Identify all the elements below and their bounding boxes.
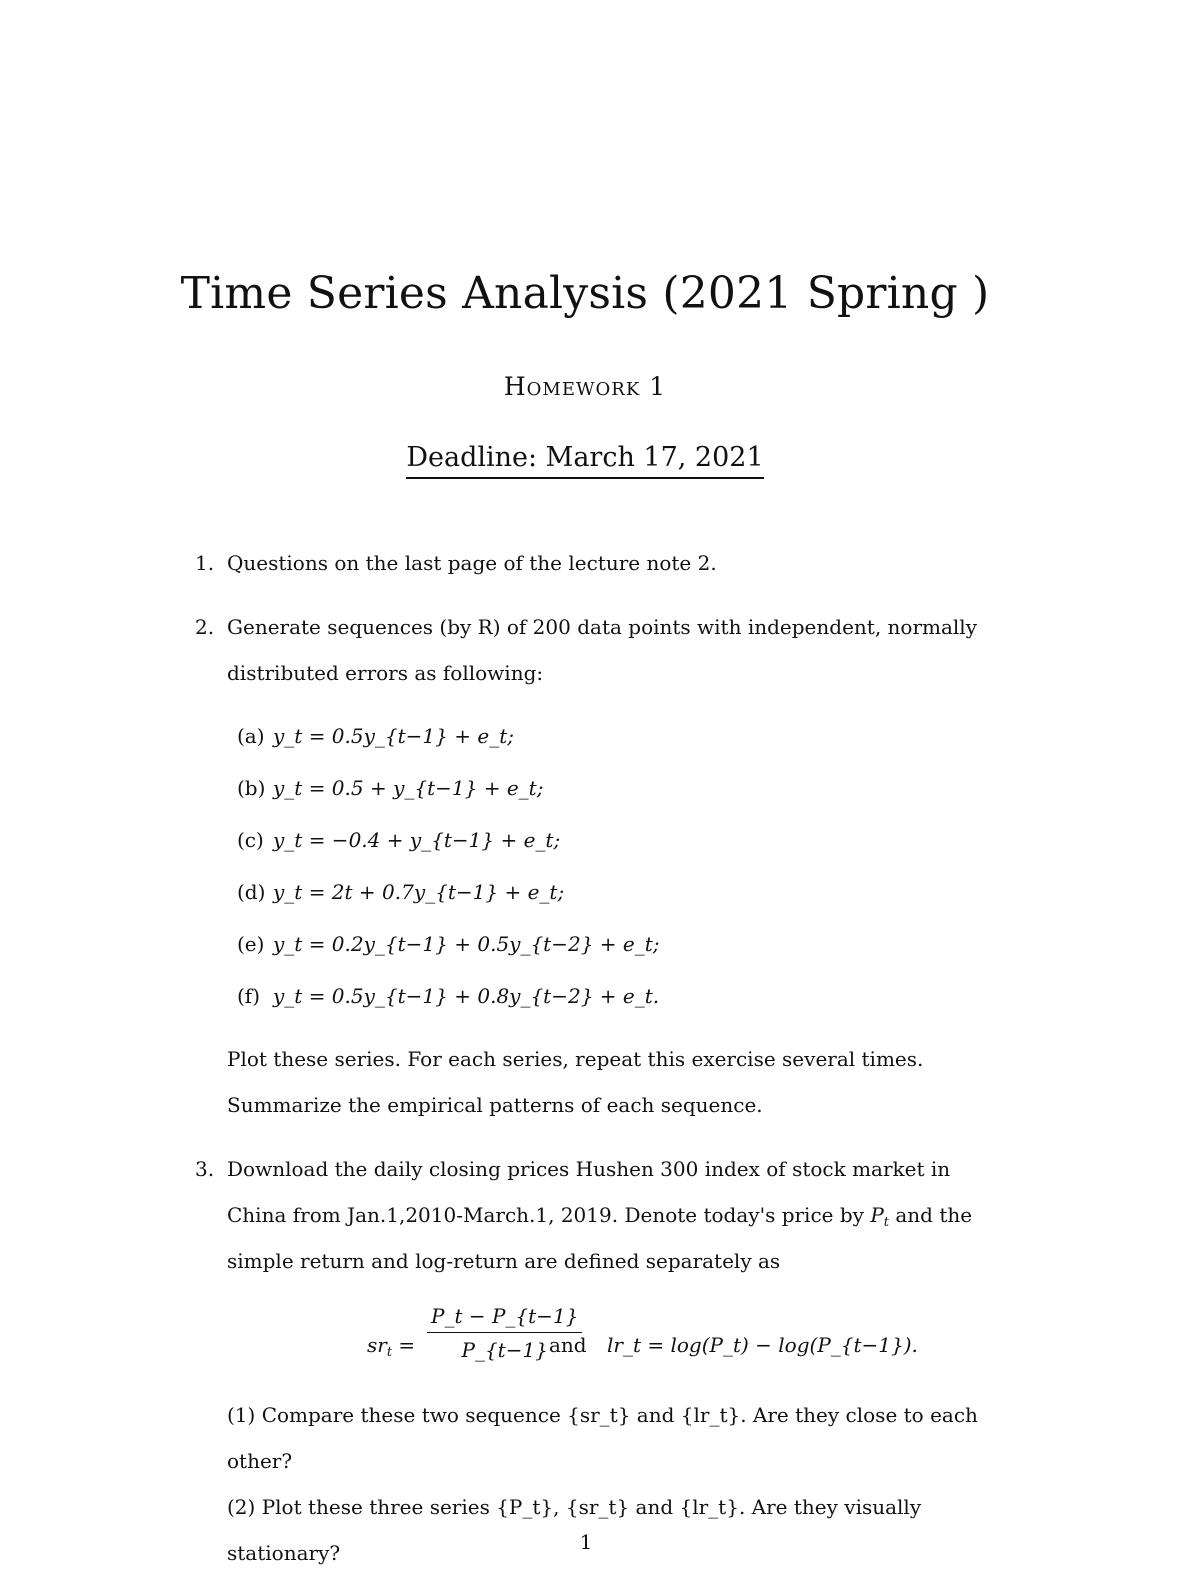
question-text-b: and the simple return and log-return are defined separately as	[227, 1203, 973, 1273]
model-formula: y_t = 0.5y_{t−1} + 0.8y_{t−2} + e_t.	[273, 984, 660, 1008]
model-list	[227, 710, 1005, 1022]
question-list	[195, 540, 1005, 1576]
item-label: (a)	[237, 724, 265, 748]
question-text: Generate sequences (by R) of 200 data points with independent, normally distributed errors as following:	[227, 615, 977, 685]
and-connector: and	[549, 1333, 587, 1357]
question-1	[195, 540, 1005, 586]
fraction-numerator: P_t − P_{t−1}	[427, 1300, 582, 1333]
model-formula: y_t = 0.5y_{t−1} + e_t;	[273, 724, 514, 748]
price-variable: $P_t$	[870, 1203, 890, 1230]
model-formula: y_t = 0.5 + y_{t−1} + e_t;	[273, 776, 544, 800]
simple-return-lhs: $sr_t$ =	[367, 1333, 416, 1360]
question-followup: Plot these series. For each series, repeat this exercise several times. Summarize the empirical patterns of each sequence.	[227, 1047, 924, 1117]
question-2	[195, 604, 1005, 1128]
question-text-a: Download the daily closing prices Hushen 300 index of stock market in China from Jan.1,2010-March.1, 2019. Denote today's price by	[227, 1157, 951, 1227]
model-item-a	[227, 710, 1005, 762]
question-3	[195, 1146, 1005, 1576]
model-item-e	[227, 918, 1005, 970]
item-label: (c)	[237, 828, 264, 852]
homework-subtitle: Homework 1	[503, 372, 667, 401]
model-item-c	[227, 814, 1005, 866]
log-return-definition: lr_t = log(P_t) − log(P_{t−1}).	[607, 1333, 918, 1357]
model-item-b	[227, 762, 1005, 814]
page-title: Time Series Analysis (2021 Spring )	[180, 268, 990, 319]
question-number: 1.	[195, 551, 215, 575]
question-number: 3.	[195, 1157, 215, 1181]
page-number: 1	[579, 1530, 593, 1554]
model-item-d	[227, 866, 1005, 918]
model-formula: y_t = 2t + 0.7y_{t−1} + e_t;	[273, 880, 565, 904]
model-item-f	[227, 970, 1005, 1022]
item-label: (d)	[237, 880, 266, 904]
question-part-2: (2) Plot these three series {P_t}, {sr_t} and {lr_t}. Are they visually stationary?	[227, 1495, 922, 1565]
model-formula: y_t = −0.4 + y_{t−1} + e_t;	[273, 828, 561, 852]
item-label: (f)	[237, 984, 261, 1008]
deadline-text: Deadline: March 17, 2021	[406, 442, 763, 479]
item-label: (b)	[237, 776, 266, 800]
question-part-1: (1) Compare these two sequence {sr_t} and {lr_t}. Are they close to each other?	[227, 1403, 978, 1473]
return-definitions	[227, 1292, 1005, 1388]
deadline-line	[0, 442, 1170, 473]
fraction-denominator: P_{t−1}	[461, 1338, 548, 1362]
model-formula: y_t = 0.2y_{t−1} + 0.5y_{t−2} + e_t;	[273, 932, 660, 956]
question-text: Questions on the last page of the lecture note 2.	[227, 551, 717, 575]
item-label: (e)	[237, 932, 265, 956]
question-number: 2.	[195, 615, 215, 639]
